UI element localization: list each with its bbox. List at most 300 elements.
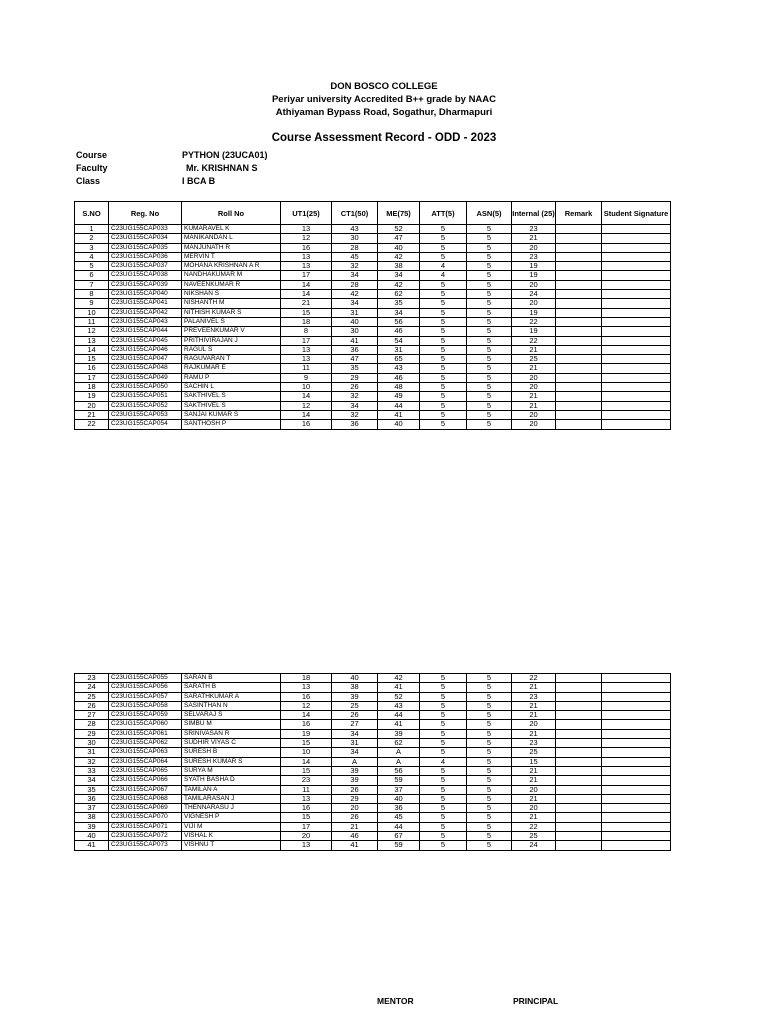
table-cell: 5 bbox=[420, 383, 467, 392]
table-cell: C23UG155CAP057 bbox=[109, 692, 182, 701]
table-cell: 21 bbox=[512, 683, 556, 692]
table-cell: 23 bbox=[75, 674, 109, 683]
table-cell: 9 bbox=[75, 299, 109, 308]
column-header: ME(75) bbox=[378, 202, 420, 225]
table-cell: 5 bbox=[467, 822, 512, 831]
table-cell: 13 bbox=[281, 841, 332, 850]
table-row bbox=[75, 271, 671, 280]
table-cell: 5 bbox=[420, 392, 467, 401]
table-cell: TAMILAN A bbox=[182, 785, 281, 794]
table-cell: 30 bbox=[332, 327, 378, 336]
table-cell: 16 bbox=[281, 692, 332, 701]
table-cell: 5 bbox=[75, 262, 109, 271]
table-cell: SANTHOSH P bbox=[182, 420, 281, 429]
signature-cell bbox=[602, 729, 671, 738]
table-cell: 5 bbox=[420, 252, 467, 261]
table-cell: 5 bbox=[420, 748, 467, 757]
table-cell: 34 bbox=[75, 776, 109, 785]
table-cell: 7 bbox=[75, 280, 109, 289]
table-cell: 5 bbox=[467, 327, 512, 336]
table-cell: 5 bbox=[420, 766, 467, 775]
remark-cell bbox=[556, 683, 602, 692]
table-cell: 13 bbox=[281, 683, 332, 692]
table-cell: NISHANTH M bbox=[182, 299, 281, 308]
table-cell: 56 bbox=[378, 766, 420, 775]
table-cell: 5 bbox=[420, 674, 467, 683]
table-cell: 1 bbox=[75, 225, 109, 234]
table-cell: SURESH KUMAR S bbox=[182, 757, 281, 766]
table-cell: 26 bbox=[332, 785, 378, 794]
table-cell: 5 bbox=[420, 290, 467, 299]
table-row bbox=[75, 822, 671, 831]
signature-cell bbox=[602, 683, 671, 692]
table-cell: 35 bbox=[378, 299, 420, 308]
remark-cell bbox=[556, 822, 602, 831]
remark-cell bbox=[556, 327, 602, 336]
signature-cell bbox=[602, 336, 671, 345]
table-cell: 46 bbox=[378, 327, 420, 336]
table-cell: 5 bbox=[420, 794, 467, 803]
table-cell: 5 bbox=[420, 776, 467, 785]
table-cell: 14 bbox=[281, 290, 332, 299]
remark-cell bbox=[556, 280, 602, 289]
table-cell: 15 bbox=[281, 308, 332, 317]
table-cell: 5 bbox=[467, 373, 512, 382]
table-cell: 62 bbox=[378, 290, 420, 299]
table-cell: 18 bbox=[281, 674, 332, 683]
table-cell: 23 bbox=[281, 776, 332, 785]
table-cell: C23UG155CAP042 bbox=[109, 308, 182, 317]
table-cell: 21 bbox=[75, 410, 109, 419]
table-cell: 2 bbox=[75, 234, 109, 243]
signature-cell bbox=[602, 355, 671, 364]
table-cell: C23UG155CAP040 bbox=[109, 290, 182, 299]
table-cell: 31 bbox=[75, 748, 109, 757]
table-cell: 20 bbox=[512, 373, 556, 382]
table-cell: 16 bbox=[75, 364, 109, 373]
table-cell: 44 bbox=[378, 822, 420, 831]
table-cell: 31 bbox=[332, 308, 378, 317]
table-cell: 38 bbox=[75, 813, 109, 822]
table-cell: 5 bbox=[467, 701, 512, 710]
table-cell: RAGUL S bbox=[182, 345, 281, 354]
table-cell: 34 bbox=[332, 729, 378, 738]
table-row bbox=[75, 683, 671, 692]
table-cell: 21 bbox=[332, 822, 378, 831]
table-cell: NITHISH KUMAR S bbox=[182, 308, 281, 317]
signature-cell bbox=[602, 785, 671, 794]
table-cell: 44 bbox=[378, 711, 420, 720]
table-row bbox=[75, 234, 671, 243]
table-cell: 20 bbox=[512, 280, 556, 289]
remark-cell bbox=[556, 252, 602, 261]
table-cell: 47 bbox=[378, 234, 420, 243]
table-cell: 20 bbox=[512, 299, 556, 308]
remark-cell bbox=[556, 271, 602, 280]
signature-cell bbox=[602, 410, 671, 419]
table-cell: 5 bbox=[420, 692, 467, 701]
table-cell: 46 bbox=[332, 832, 378, 841]
table-cell: 59 bbox=[378, 776, 420, 785]
table-cell: 21 bbox=[512, 813, 556, 822]
table-cell: 38 bbox=[378, 262, 420, 271]
table-cell: 5 bbox=[467, 739, 512, 748]
table-cell: 30 bbox=[75, 739, 109, 748]
table-cell: 22 bbox=[512, 317, 556, 326]
table-cell: 20 bbox=[281, 832, 332, 841]
table-cell: 47 bbox=[332, 355, 378, 364]
table-cell: 32 bbox=[332, 262, 378, 271]
table-cell: 23 bbox=[512, 225, 556, 234]
signature-cell bbox=[602, 271, 671, 280]
table-row bbox=[75, 711, 671, 720]
table-cell: C23UG155CAP061 bbox=[109, 729, 182, 738]
table-cell: 10 bbox=[75, 308, 109, 317]
mentor-signature-label: MENTOR bbox=[377, 996, 414, 1006]
table-cell: 6 bbox=[75, 271, 109, 280]
signature-cell bbox=[602, 711, 671, 720]
table-cell: 21 bbox=[512, 234, 556, 243]
table-cell: 5 bbox=[467, 729, 512, 738]
remark-cell bbox=[556, 701, 602, 710]
table-cell: 14 bbox=[281, 280, 332, 289]
table-cell: C23UG155CAP070 bbox=[109, 813, 182, 822]
accreditation-line: Periyar university Accredited B++ grade by NAAC bbox=[271, 94, 497, 105]
remark-cell bbox=[556, 290, 602, 299]
table-cell: SANJAI KUMAR S bbox=[182, 410, 281, 419]
table-cell: 34 bbox=[378, 271, 420, 280]
table-row bbox=[75, 757, 671, 766]
table-cell: 41 bbox=[332, 336, 378, 345]
table-cell: 39 bbox=[378, 729, 420, 738]
table-row bbox=[75, 308, 671, 317]
table-cell: 15 bbox=[512, 757, 556, 766]
remark-cell bbox=[556, 308, 602, 317]
table-cell: NANDHAKUMAR M bbox=[182, 271, 281, 280]
table-cell: 40 bbox=[378, 420, 420, 429]
table-cell: 5 bbox=[467, 364, 512, 373]
principal-signature-label: PRINCIPAL bbox=[513, 996, 559, 1006]
signature-cell bbox=[602, 720, 671, 729]
table-cell: 5 bbox=[420, 234, 467, 243]
signature-cell bbox=[602, 674, 671, 683]
table-cell: SYATH BASHA D bbox=[182, 776, 281, 785]
remark-cell bbox=[556, 785, 602, 794]
table-row bbox=[75, 317, 671, 326]
table-cell: 8 bbox=[281, 327, 332, 336]
table-cell: 28 bbox=[332, 280, 378, 289]
table-row bbox=[75, 345, 671, 354]
remark-cell bbox=[556, 355, 602, 364]
table-row bbox=[75, 720, 671, 729]
table-header-row bbox=[75, 202, 671, 225]
table-row bbox=[75, 813, 671, 822]
table-cell: 5 bbox=[467, 243, 512, 252]
remark-cell bbox=[556, 832, 602, 841]
table-cell: 5 bbox=[467, 345, 512, 354]
table-cell: 5 bbox=[467, 674, 512, 683]
table-cell: 13 bbox=[281, 252, 332, 261]
remark-cell bbox=[556, 234, 602, 243]
table-cell: 21 bbox=[512, 701, 556, 710]
table-cell: 67 bbox=[378, 832, 420, 841]
table-cell: 14 bbox=[75, 345, 109, 354]
table-cell: 42 bbox=[332, 290, 378, 299]
table-cell: 20 bbox=[75, 401, 109, 410]
table-cell: 5 bbox=[467, 271, 512, 280]
table-cell: C23UG155CAP054 bbox=[109, 420, 182, 429]
remark-cell bbox=[556, 711, 602, 720]
table-row bbox=[75, 701, 671, 710]
table-cell: 5 bbox=[420, 701, 467, 710]
table-cell: 22 bbox=[512, 336, 556, 345]
table-cell: PALANIVEL S bbox=[182, 317, 281, 326]
table-cell: 5 bbox=[467, 692, 512, 701]
table-cell: 48 bbox=[378, 383, 420, 392]
table-cell: 5 bbox=[420, 841, 467, 850]
table-cell: C23UG155CAP044 bbox=[109, 327, 182, 336]
table-cell: 20 bbox=[512, 720, 556, 729]
table-cell: 5 bbox=[467, 410, 512, 419]
table-cell: 13 bbox=[281, 355, 332, 364]
table-cell: MOHANA KRISHNAN A R bbox=[182, 262, 281, 271]
assessment-table-page2 bbox=[74, 673, 671, 851]
table-cell: 5 bbox=[467, 392, 512, 401]
table-row bbox=[75, 410, 671, 419]
table-cell: 37 bbox=[75, 804, 109, 813]
table-row bbox=[75, 373, 671, 382]
table-cell: NIKSHAN S bbox=[182, 290, 281, 299]
table-cell: 5 bbox=[467, 785, 512, 794]
signature-cell bbox=[602, 392, 671, 401]
remark-cell bbox=[556, 392, 602, 401]
table-cell: 21 bbox=[512, 364, 556, 373]
table-cell: C23UG155CAP073 bbox=[109, 841, 182, 850]
table-cell: 14 bbox=[281, 757, 332, 766]
remark-cell bbox=[556, 420, 602, 429]
table-cell: THENNARASU J bbox=[182, 804, 281, 813]
table-cell: PREVEENKUMAR V bbox=[182, 327, 281, 336]
table-cell: 24 bbox=[512, 290, 556, 299]
table-cell: 52 bbox=[378, 692, 420, 701]
table-cell: 32 bbox=[332, 410, 378, 419]
table-cell: 21 bbox=[512, 729, 556, 738]
table-cell: 16 bbox=[281, 804, 332, 813]
signature-cell bbox=[602, 262, 671, 271]
table-cell: 5 bbox=[467, 317, 512, 326]
table-cell: 10 bbox=[281, 748, 332, 757]
remark-cell bbox=[556, 739, 602, 748]
table-cell: 21 bbox=[512, 711, 556, 720]
page-title: Course Assessment Record - ODD - 2023 bbox=[271, 132, 497, 144]
table-cell: 12 bbox=[281, 701, 332, 710]
table-cell: 5 bbox=[420, 364, 467, 373]
table-cell: 19 bbox=[512, 308, 556, 317]
table-cell: 16 bbox=[281, 420, 332, 429]
table-cell: 22 bbox=[512, 822, 556, 831]
table-cell: 5 bbox=[420, 373, 467, 382]
table-cell: 40 bbox=[378, 794, 420, 803]
table-cell: 20 bbox=[512, 410, 556, 419]
table-row bbox=[75, 692, 671, 701]
table-cell: 5 bbox=[467, 841, 512, 850]
remark-cell bbox=[556, 729, 602, 738]
table-cell: 18 bbox=[75, 383, 109, 392]
table-cell: 15 bbox=[281, 766, 332, 775]
table-cell: A bbox=[332, 757, 378, 766]
table-cell: 5 bbox=[420, 711, 467, 720]
table-cell: 13 bbox=[281, 794, 332, 803]
column-header: UT1(25) bbox=[281, 202, 332, 225]
table-cell: C23UG155CAP045 bbox=[109, 336, 182, 345]
table-cell: SASINTHAN N bbox=[182, 701, 281, 710]
table-cell: 40 bbox=[378, 243, 420, 252]
signature-cell bbox=[602, 794, 671, 803]
table-cell: 5 bbox=[467, 748, 512, 757]
table-row bbox=[75, 804, 671, 813]
table-cell: SIMBU M bbox=[182, 720, 281, 729]
table-cell: 39 bbox=[332, 692, 378, 701]
table-cell: 39 bbox=[332, 776, 378, 785]
table-cell: 65 bbox=[378, 355, 420, 364]
table-cell: 5 bbox=[420, 280, 467, 289]
table-cell: 5 bbox=[467, 290, 512, 299]
table-cell: 21 bbox=[512, 345, 556, 354]
table-cell: 5 bbox=[467, 794, 512, 803]
table-cell: SURESH B bbox=[182, 748, 281, 757]
table-cell: 5 bbox=[467, 280, 512, 289]
signature-cell bbox=[602, 299, 671, 308]
table-cell: 36 bbox=[332, 420, 378, 429]
table-cell: 26 bbox=[332, 813, 378, 822]
table-cell: 5 bbox=[420, 822, 467, 831]
table-cell: 56 bbox=[378, 317, 420, 326]
remark-cell bbox=[556, 364, 602, 373]
column-header: CT1(50) bbox=[332, 202, 378, 225]
remark-cell bbox=[556, 373, 602, 382]
column-header: Remark bbox=[556, 202, 602, 225]
table-cell: 5 bbox=[420, 225, 467, 234]
table-cell: VIGNESH P bbox=[182, 813, 281, 822]
table-cell: 10 bbox=[281, 383, 332, 392]
table-cell: 41 bbox=[378, 720, 420, 729]
remark-cell bbox=[556, 757, 602, 766]
table-cell: 21 bbox=[512, 401, 556, 410]
remark-cell bbox=[556, 748, 602, 757]
table-cell: C23UG155CAP072 bbox=[109, 832, 182, 841]
table-cell: 25 bbox=[512, 832, 556, 841]
table-cell: 5 bbox=[420, 813, 467, 822]
table-cell: 15 bbox=[75, 355, 109, 364]
table-cell: 26 bbox=[332, 711, 378, 720]
signature-cell bbox=[602, 225, 671, 234]
table-cell: 33 bbox=[75, 766, 109, 775]
remark-cell bbox=[556, 674, 602, 683]
signature-cell bbox=[602, 308, 671, 317]
table-cell: SARATHKUMAR A bbox=[182, 692, 281, 701]
table-cell: 29 bbox=[75, 729, 109, 738]
table-row bbox=[75, 832, 671, 841]
table-cell: 8 bbox=[75, 290, 109, 299]
table-cell: 15 bbox=[281, 739, 332, 748]
table-row bbox=[75, 739, 671, 748]
table-cell: 4 bbox=[420, 271, 467, 280]
table-cell: 40 bbox=[332, 674, 378, 683]
table-cell: C23UG155CAP037 bbox=[109, 262, 182, 271]
table-cell: 5 bbox=[420, 420, 467, 429]
table-cell: C23UG155CAP069 bbox=[109, 804, 182, 813]
signature-cell bbox=[602, 345, 671, 354]
signature-cell bbox=[602, 692, 671, 701]
table-cell: 19 bbox=[512, 262, 556, 271]
column-header: ASN(5) bbox=[467, 202, 512, 225]
table-cell: 19 bbox=[75, 392, 109, 401]
signature-cell bbox=[602, 822, 671, 831]
table-cell: 5 bbox=[467, 252, 512, 261]
table-cell: C23UG155CAP067 bbox=[109, 785, 182, 794]
table-cell: 39 bbox=[332, 766, 378, 775]
table-cell: 28 bbox=[75, 720, 109, 729]
table-cell: C23UG155CAP046 bbox=[109, 345, 182, 354]
signature-cell bbox=[602, 766, 671, 775]
remark-cell bbox=[556, 776, 602, 785]
table-cell: C23UG155CAP049 bbox=[109, 373, 182, 382]
table-cell: 28 bbox=[332, 243, 378, 252]
table-row bbox=[75, 252, 671, 261]
table-cell: 21 bbox=[512, 776, 556, 785]
table-cell: 5 bbox=[467, 299, 512, 308]
table-cell: 14 bbox=[281, 410, 332, 419]
table-cell: C23UG155CAP053 bbox=[109, 410, 182, 419]
table-row bbox=[75, 383, 671, 392]
table-cell: 36 bbox=[75, 794, 109, 803]
table-row bbox=[75, 674, 671, 683]
table-cell: C23UG155CAP071 bbox=[109, 822, 182, 831]
table-cell: 34 bbox=[332, 748, 378, 757]
table-row bbox=[75, 794, 671, 803]
table-cell: 13 bbox=[75, 336, 109, 345]
table-cell: PRITHIVIRAJAN J bbox=[182, 336, 281, 345]
table-cell: 32 bbox=[332, 392, 378, 401]
table-cell: 20 bbox=[512, 383, 556, 392]
table-cell: 17 bbox=[281, 271, 332, 280]
table-cell: 9 bbox=[281, 373, 332, 382]
signature-cell bbox=[602, 701, 671, 710]
table-cell: MANJUNATH R bbox=[182, 243, 281, 252]
table-cell: 17 bbox=[281, 822, 332, 831]
table-cell: RAGUVARAN T bbox=[182, 355, 281, 364]
table-cell: C23UG155CAP034 bbox=[109, 234, 182, 243]
remark-cell bbox=[556, 299, 602, 308]
table-cell: VISHNU T bbox=[182, 841, 281, 850]
table-cell: C23UG155CAP043 bbox=[109, 317, 182, 326]
table-cell: 25 bbox=[332, 701, 378, 710]
table-cell: C23UG155CAP048 bbox=[109, 364, 182, 373]
table-cell: 5 bbox=[420, 243, 467, 252]
assessment-table-page1 bbox=[74, 201, 671, 430]
table-cell: 5 bbox=[467, 683, 512, 692]
table-cell: C23UG155CAP041 bbox=[109, 299, 182, 308]
column-header: Roll No bbox=[182, 202, 281, 225]
table-cell: 5 bbox=[467, 711, 512, 720]
table-cell: SAKTHIVEL S bbox=[182, 401, 281, 410]
remark-cell bbox=[556, 225, 602, 234]
table-row bbox=[75, 364, 671, 373]
table-cell: 20 bbox=[512, 785, 556, 794]
table-cell: 17 bbox=[281, 336, 332, 345]
table-cell: 35 bbox=[332, 364, 378, 373]
table-cell: 5 bbox=[420, 804, 467, 813]
